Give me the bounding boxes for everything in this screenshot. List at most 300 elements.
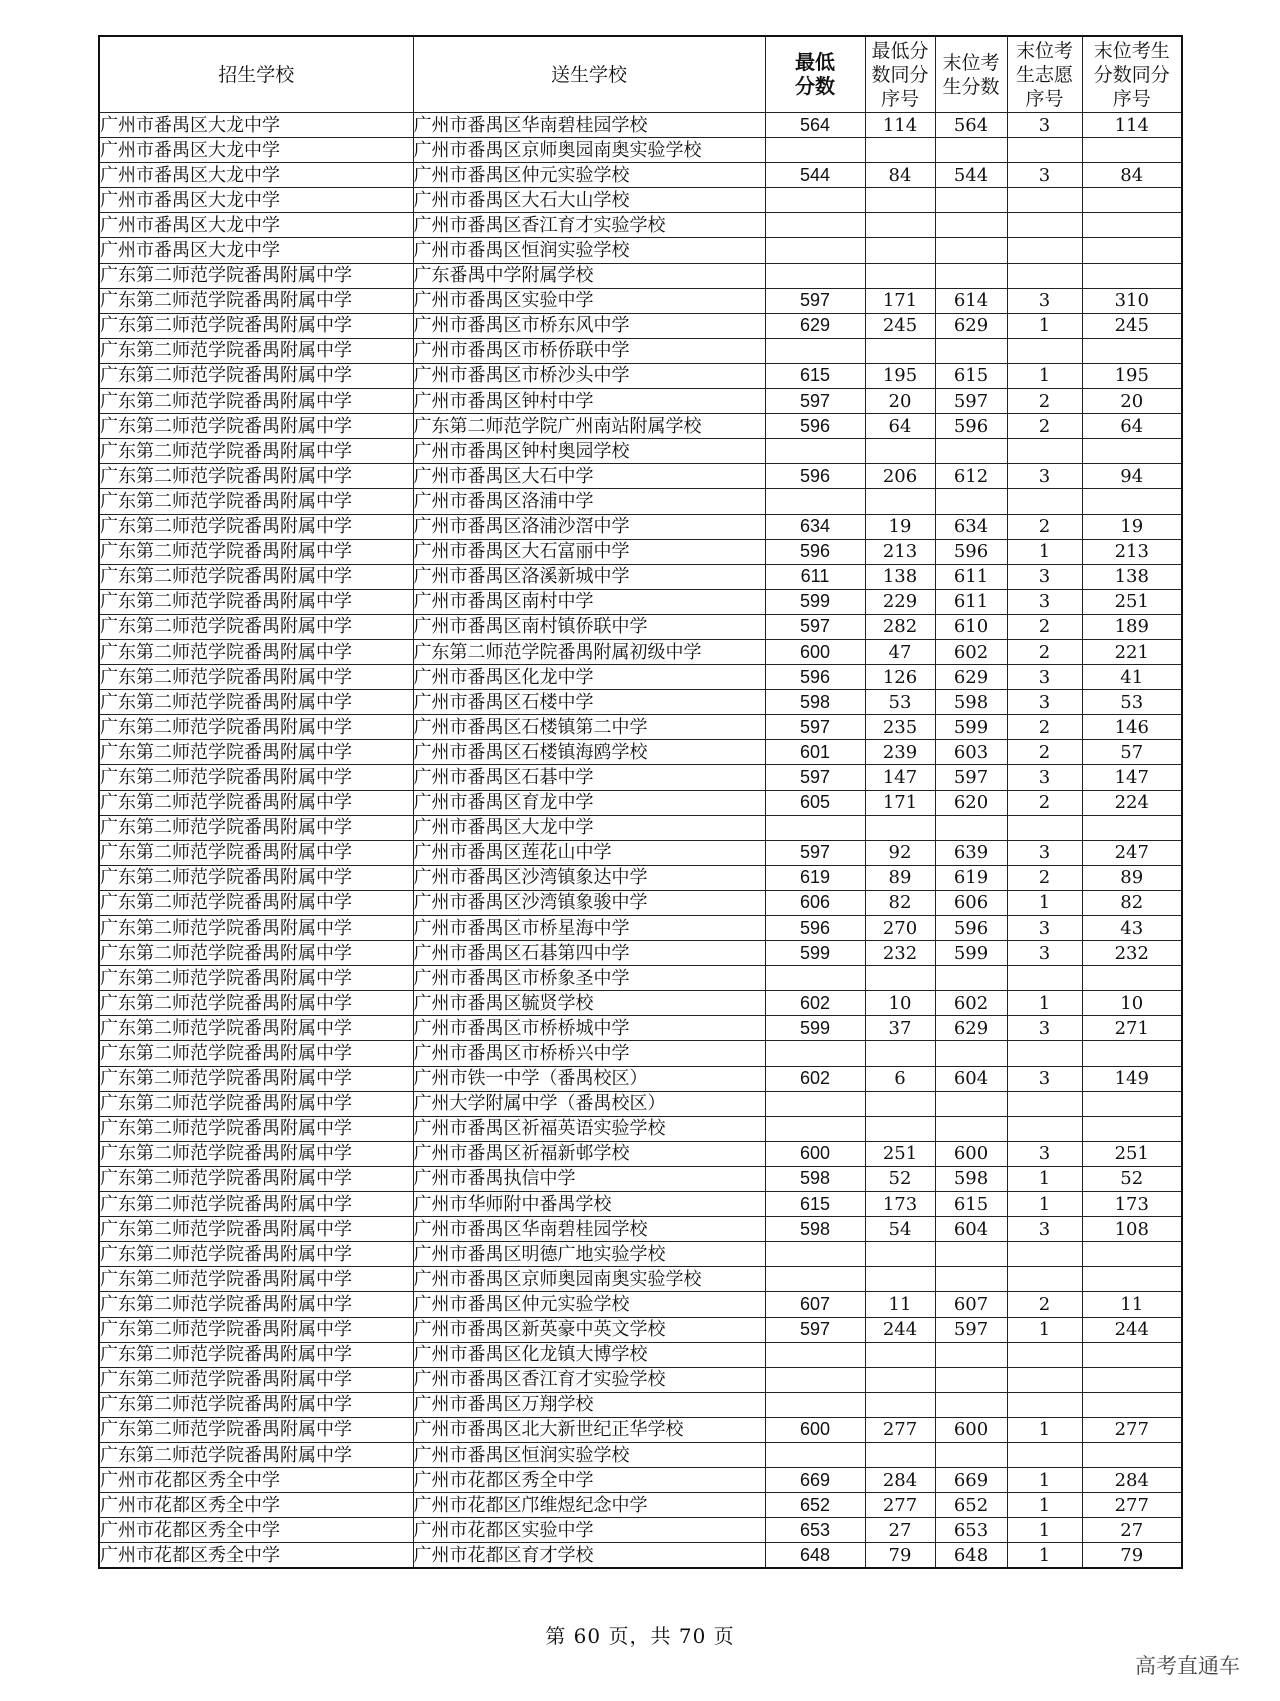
last-score-cell (935, 213, 1007, 238)
last-choice-rank-cell: 2 (1007, 514, 1082, 539)
last-tie-rank-cell: 11 (1082, 1292, 1182, 1317)
min-score-cell: 629 (765, 313, 865, 338)
min-score-cell (765, 188, 865, 213)
last-score-cell (935, 966, 1007, 991)
enroll-school-cell: 广东第二师范学院番禺附属中学 (99, 690, 413, 715)
sending-school-cell: 广州市番禺区沙湾镇象骏中学 (413, 890, 765, 915)
last-choice-rank-cell: 3 (1007, 113, 1082, 138)
last-choice-rank-cell: 3 (1007, 941, 1082, 966)
table-row (99, 815, 1182, 840)
last-choice-rank-cell (1007, 238, 1082, 263)
min-score-cell (765, 338, 865, 363)
header-last-choice-rank: 末位考 生志愿 序号 (1007, 36, 1082, 113)
last-score-cell (935, 1116, 1007, 1141)
enroll-school-cell: 广东第二师范学院番禺附属中学 (99, 715, 413, 740)
enroll-school-cell: 广东第二师范学院番禺附属中学 (99, 288, 413, 313)
min-score-cell: 648 (765, 1543, 865, 1569)
enroll-school-cell: 广州市花都区秀全中学 (99, 1493, 413, 1518)
last-tie-rank-cell: 247 (1082, 840, 1182, 865)
table-row (99, 865, 1182, 890)
enroll-school-cell: 广东第二师范学院番禺附属中学 (99, 740, 413, 765)
table-row (99, 1166, 1182, 1191)
last-tie-rank-cell: 82 (1082, 890, 1182, 915)
last-tie-rank-cell: 52 (1082, 1166, 1182, 1191)
min-score-cell: 605 (765, 790, 865, 815)
last-score-cell: 614 (935, 288, 1007, 313)
min-tie-rank-cell: 195 (865, 363, 935, 388)
last-tie-rank-cell: 19 (1082, 514, 1182, 539)
enroll-school-cell: 广东第二师范学院番禺附属中学 (99, 363, 413, 388)
last-choice-rank-cell (1007, 138, 1082, 163)
last-choice-rank-cell (1007, 1442, 1082, 1467)
last-tie-rank-cell: 27 (1082, 1518, 1182, 1543)
min-score-cell (765, 815, 865, 840)
min-score-cell (765, 439, 865, 464)
sending-school-cell: 广州市番禺区实验中学 (413, 288, 765, 313)
table-body (99, 113, 1182, 1569)
min-tie-rank-cell (865, 213, 935, 238)
sending-school-cell: 广州市番禺区钟村奥园学校 (413, 439, 765, 464)
enroll-school-cell: 广东第二师范学院番禺附属中学 (99, 665, 413, 690)
min-tie-rank-cell (865, 1116, 935, 1141)
min-score-cell (765, 489, 865, 514)
min-score-cell (765, 1392, 865, 1417)
table-row (99, 363, 1182, 388)
last-tie-rank-cell: 271 (1082, 1016, 1182, 1041)
min-score-cell (765, 1242, 865, 1267)
last-choice-rank-cell (1007, 489, 1082, 514)
last-score-cell: 653 (935, 1518, 1007, 1543)
last-tie-rank-cell: 232 (1082, 941, 1182, 966)
last-score-cell (935, 1267, 1007, 1292)
sending-school-cell: 广州市番禺区市桥沙头中学 (413, 363, 765, 388)
min-tie-rank-cell: 89 (865, 865, 935, 890)
enroll-school-cell: 广东第二师范学院番禺附属中学 (99, 1242, 413, 1267)
last-tie-rank-cell: 53 (1082, 690, 1182, 715)
header-sending-school: 送生学校 (413, 36, 765, 113)
last-choice-rank-cell: 2 (1007, 865, 1082, 890)
table-row (99, 1292, 1182, 1317)
last-score-cell: 620 (935, 790, 1007, 815)
enroll-school-cell: 广州市番禺区大龙中学 (99, 213, 413, 238)
min-tie-rank-cell (865, 263, 935, 288)
sending-school-cell: 广州市番禺区市桥象圣中学 (413, 966, 765, 991)
enroll-school-cell: 广东第二师范学院番禺附属中学 (99, 389, 413, 414)
sending-school-cell: 广州市番禺区京师奥园南奥实验学校 (413, 1267, 765, 1292)
last-choice-rank-cell: 1 (1007, 363, 1082, 388)
last-score-cell (935, 1091, 1007, 1116)
last-score-cell: 634 (935, 514, 1007, 539)
enroll-school-cell: 广州市番禺区大龙中学 (99, 238, 413, 263)
min-score-cell: 652 (765, 1493, 865, 1518)
last-tie-rank-cell (1082, 489, 1182, 514)
min-tie-rank-cell: 54 (865, 1217, 935, 1242)
sending-school-cell: 广州市番禺区沙湾镇象达中学 (413, 865, 765, 890)
min-score-cell (765, 263, 865, 288)
last-choice-rank-cell: 1 (1007, 991, 1082, 1016)
min-tie-rank-cell (865, 815, 935, 840)
sending-school-cell: 广东第二师范学院广州南站附属学校 (413, 414, 765, 439)
min-tie-rank-cell: 282 (865, 614, 935, 639)
sending-school-cell: 广东第二师范学院番禺附属初级中学 (413, 639, 765, 664)
min-tie-rank-cell (865, 238, 935, 263)
last-score-cell (935, 815, 1007, 840)
enroll-school-cell: 广东第二师范学院番禺附属中学 (99, 1217, 413, 1242)
table-row (99, 1518, 1182, 1543)
min-score-cell: 601 (765, 740, 865, 765)
table-row (99, 113, 1182, 138)
enroll-school-cell: 广州市花都区秀全中学 (99, 1518, 413, 1543)
min-score-cell: 615 (765, 1192, 865, 1217)
min-tie-rank-cell: 114 (865, 113, 935, 138)
last-tie-rank-cell: 224 (1082, 790, 1182, 815)
min-tie-rank-cell: 229 (865, 589, 935, 614)
last-choice-rank-cell (1007, 1342, 1082, 1367)
last-tie-rank-cell (1082, 213, 1182, 238)
min-tie-rank-cell (865, 1392, 935, 1417)
last-score-cell: 611 (935, 564, 1007, 589)
min-tie-rank-cell: 239 (865, 740, 935, 765)
min-score-cell: 596 (765, 414, 865, 439)
sending-school-cell: 广州市番禺区毓贤学校 (413, 991, 765, 1016)
last-choice-rank-cell: 3 (1007, 916, 1082, 941)
min-tie-rank-cell: 64 (865, 414, 935, 439)
sending-school-cell: 广州市花都区实验中学 (413, 1518, 765, 1543)
table-row (99, 1442, 1182, 1467)
sending-school-cell: 广州市番禺区石楼镇海鸥学校 (413, 740, 765, 765)
table-row (99, 941, 1182, 966)
last-tie-rank-cell: 146 (1082, 715, 1182, 740)
last-choice-rank-cell: 2 (1007, 1292, 1082, 1317)
min-tie-rank-cell (865, 138, 935, 163)
min-score-cell (765, 966, 865, 991)
last-choice-rank-cell: 1 (1007, 890, 1082, 915)
last-choice-rank-cell: 1 (1007, 1317, 1082, 1342)
table-row (99, 589, 1182, 614)
sending-school-cell: 广州市番禺区市桥东风中学 (413, 313, 765, 338)
last-score-cell: 615 (935, 1192, 1007, 1217)
min-tie-rank-cell: 213 (865, 539, 935, 564)
last-score-cell: 619 (935, 865, 1007, 890)
min-tie-rank-cell: 138 (865, 564, 935, 589)
min-tie-rank-cell: 27 (865, 1518, 935, 1543)
table-row (99, 1116, 1182, 1141)
last-score-cell: 602 (935, 991, 1007, 1016)
last-score-cell (935, 1041, 1007, 1066)
min-tie-rank-cell: 171 (865, 790, 935, 815)
min-score-cell: 600 (765, 1417, 865, 1442)
last-score-cell: 544 (935, 163, 1007, 188)
last-tie-rank-cell: 108 (1082, 1217, 1182, 1242)
table-row (99, 916, 1182, 941)
sending-school-cell: 广州市番禺区大石中学 (413, 464, 765, 489)
table-row (99, 890, 1182, 915)
sending-school-cell: 广州市番禺区洛浦中学 (413, 489, 765, 514)
last-tie-rank-cell: 149 (1082, 1066, 1182, 1091)
min-score-cell: 602 (765, 991, 865, 1016)
sending-school-cell: 广州市番禺区市桥桥城中学 (413, 1016, 765, 1041)
min-score-cell (765, 238, 865, 263)
min-tie-rank-cell: 147 (865, 765, 935, 790)
last-choice-rank-cell (1007, 263, 1082, 288)
enroll-school-cell: 广东第二师范学院番禺附属中学 (99, 865, 413, 890)
enroll-school-cell: 广东第二师范学院番禺附属中学 (99, 941, 413, 966)
last-tie-rank-cell (1082, 138, 1182, 163)
last-score-cell: 610 (935, 614, 1007, 639)
table-row (99, 1141, 1182, 1166)
last-choice-rank-cell: 3 (1007, 163, 1082, 188)
last-score-cell (935, 1367, 1007, 1392)
last-tie-rank-cell: 251 (1082, 589, 1182, 614)
sending-school-cell: 广州市番禺区石楼镇第二中学 (413, 715, 765, 740)
enroll-school-cell: 广东第二师范学院番禺附属中学 (99, 1292, 413, 1317)
min-tie-rank-cell: 171 (865, 288, 935, 313)
table-row (99, 1066, 1182, 1091)
last-tie-rank-cell: 43 (1082, 916, 1182, 941)
table-row (99, 1392, 1182, 1417)
enroll-school-cell: 广东第二师范学院番禺附属中学 (99, 1192, 413, 1217)
header-min-score-tie-rank: 最低分 数同分 序号 (865, 36, 935, 113)
table-row (99, 313, 1182, 338)
sending-school-cell: 广州市铁一中学（番禺校区） (413, 1066, 765, 1091)
min-score-cell: 597 (765, 765, 865, 790)
table-row (99, 1267, 1182, 1292)
last-choice-rank-cell: 1 (1007, 1417, 1082, 1442)
table-row (99, 840, 1182, 865)
enroll-school-cell: 广东第二师范学院番禺附属中学 (99, 564, 413, 589)
last-score-cell (935, 439, 1007, 464)
enroll-school-cell: 广东第二师范学院番禺附属中学 (99, 966, 413, 991)
min-score-cell: 597 (765, 840, 865, 865)
last-tie-rank-cell (1082, 338, 1182, 363)
sending-school-cell: 广州市番禺执信中学 (413, 1166, 765, 1191)
last-tie-rank-cell (1082, 1442, 1182, 1467)
min-score-cell: 599 (765, 941, 865, 966)
min-score-cell (765, 1091, 865, 1116)
last-score-cell: 604 (935, 1066, 1007, 1091)
min-score-cell: 599 (765, 589, 865, 614)
table-row (99, 1016, 1182, 1041)
min-score-cell: 669 (765, 1468, 865, 1493)
last-tie-rank-cell (1082, 1242, 1182, 1267)
last-score-cell: 600 (935, 1417, 1007, 1442)
header-enroll-school: 招生学校 (99, 36, 413, 113)
enroll-school-cell: 广州市番禺区大龙中学 (99, 188, 413, 213)
last-score-cell: 599 (935, 715, 1007, 740)
min-score-cell: 564 (765, 113, 865, 138)
last-score-cell: 598 (935, 690, 1007, 715)
sending-school-cell: 广州市番禺区京师奥园南奥实验学校 (413, 138, 765, 163)
sending-school-cell: 广州市番禺区化龙镇大博学校 (413, 1342, 765, 1367)
sending-school-cell: 广州市番禺区仲元实验学校 (413, 1292, 765, 1317)
last-tie-rank-cell (1082, 238, 1182, 263)
last-tie-rank-cell: 284 (1082, 1468, 1182, 1493)
last-tie-rank-cell (1082, 1342, 1182, 1367)
last-choice-rank-cell (1007, 1392, 1082, 1417)
last-score-cell: 629 (935, 1016, 1007, 1041)
enroll-school-cell: 广东第二师范学院番禺附属中学 (99, 991, 413, 1016)
last-choice-rank-cell (1007, 188, 1082, 213)
table-row (99, 514, 1182, 539)
last-choice-rank-cell: 2 (1007, 414, 1082, 439)
sending-school-cell: 广州大学附属中学（番禺校区） (413, 1091, 765, 1116)
last-score-cell: 629 (935, 665, 1007, 690)
table-row (99, 1367, 1182, 1392)
last-tie-rank-cell: 64 (1082, 414, 1182, 439)
min-tie-rank-cell: 245 (865, 313, 935, 338)
table-row (99, 288, 1182, 313)
min-tie-rank-cell: 53 (865, 690, 935, 715)
last-tie-rank-cell (1082, 1392, 1182, 1417)
sending-school-cell: 广州市番禺区香江育才实验学校 (413, 213, 765, 238)
table-row (99, 138, 1182, 163)
enroll-school-cell: 广东第二师范学院番禺附属中学 (99, 1091, 413, 1116)
enroll-school-cell: 广东第二师范学院番禺附属中学 (99, 1267, 413, 1292)
min-tie-rank-cell: 235 (865, 715, 935, 740)
table-row (99, 1317, 1182, 1342)
enroll-school-cell: 广东第二师范学院番禺附属中学 (99, 1066, 413, 1091)
table-row (99, 464, 1182, 489)
last-choice-rank-cell: 3 (1007, 1016, 1082, 1041)
last-choice-rank-cell: 3 (1007, 564, 1082, 589)
last-score-cell: 597 (935, 765, 1007, 790)
table-row (99, 414, 1182, 439)
last-choice-rank-cell (1007, 966, 1082, 991)
enroll-school-cell: 广东第二师范学院番禺附属中学 (99, 313, 413, 338)
table-row (99, 1543, 1182, 1569)
last-score-cell: 597 (935, 389, 1007, 414)
sending-school-cell: 广州市番禺区大石富丽中学 (413, 539, 765, 564)
last-tie-rank-cell: 213 (1082, 539, 1182, 564)
enroll-school-cell: 广州市番禺区大龙中学 (99, 163, 413, 188)
enroll-school-cell: 广东第二师范学院番禺附属中学 (99, 439, 413, 464)
last-tie-rank-cell: 41 (1082, 665, 1182, 690)
last-tie-rank-cell (1082, 815, 1182, 840)
table-row (99, 740, 1182, 765)
table-row (99, 1468, 1182, 1493)
min-score-cell (765, 1267, 865, 1292)
min-score-cell (765, 138, 865, 163)
table-row (99, 1041, 1182, 1066)
last-score-cell: 599 (935, 941, 1007, 966)
min-score-cell: 598 (765, 1217, 865, 1242)
last-tie-rank-cell (1082, 188, 1182, 213)
sending-school-cell: 广州市番禺区新英豪中英文学校 (413, 1317, 765, 1342)
last-choice-rank-cell (1007, 1041, 1082, 1066)
min-tie-rank-cell: 277 (865, 1493, 935, 1518)
sending-school-cell: 广州市番禺区南村镇侨联中学 (413, 614, 765, 639)
header-row (99, 36, 1182, 113)
last-score-cell (935, 238, 1007, 263)
sending-school-cell: 广州市番禺区石碁第四中学 (413, 941, 765, 966)
last-score-cell: 600 (935, 1141, 1007, 1166)
last-tie-rank-cell: 10 (1082, 991, 1182, 1016)
min-score-cell: 544 (765, 163, 865, 188)
enroll-school-cell: 广东第二师范学院番禺附属中学 (99, 765, 413, 790)
last-choice-rank-cell: 1 (1007, 313, 1082, 338)
last-choice-rank-cell: 3 (1007, 589, 1082, 614)
last-choice-rank-cell: 2 (1007, 790, 1082, 815)
table-row (99, 665, 1182, 690)
last-score-cell: 629 (935, 313, 1007, 338)
min-tie-rank-cell: 6 (865, 1066, 935, 1091)
min-tie-rank-cell: 10 (865, 991, 935, 1016)
last-choice-rank-cell (1007, 1267, 1082, 1292)
last-tie-rank-cell (1082, 1367, 1182, 1392)
last-tie-rank-cell (1082, 439, 1182, 464)
min-score-cell: 598 (765, 1166, 865, 1191)
min-score-cell (765, 1342, 865, 1367)
last-choice-rank-cell: 2 (1007, 740, 1082, 765)
min-score-cell (765, 1367, 865, 1392)
last-choice-rank-cell (1007, 1242, 1082, 1267)
last-choice-rank-cell: 1 (1007, 539, 1082, 564)
min-score-cell: 597 (765, 614, 865, 639)
enroll-school-cell: 广东第二师范学院番禺附属中学 (99, 1041, 413, 1066)
last-tie-rank-cell (1082, 1091, 1182, 1116)
min-score-cell: 597 (765, 1317, 865, 1342)
min-score-cell: 597 (765, 715, 865, 740)
table-row (99, 1242, 1182, 1267)
last-score-cell: 607 (935, 1292, 1007, 1317)
last-tie-rank-cell: 79 (1082, 1543, 1182, 1569)
min-tie-rank-cell (865, 966, 935, 991)
sending-school-cell: 广州市番禺区仲元实验学校 (413, 163, 765, 188)
sending-school-cell: 广州市番禺区莲花山中学 (413, 840, 765, 865)
min-tie-rank-cell (865, 1041, 935, 1066)
min-score-cell: 596 (765, 539, 865, 564)
sending-school-cell: 广州市华师附中番禺学校 (413, 1192, 765, 1217)
last-tie-rank-cell: 277 (1082, 1493, 1182, 1518)
enroll-school-cell: 广东第二师范学院番禺附属中学 (99, 1016, 413, 1041)
min-tie-rank-cell (865, 1242, 935, 1267)
last-choice-rank-cell: 2 (1007, 389, 1082, 414)
last-score-cell (935, 263, 1007, 288)
last-tie-rank-cell: 310 (1082, 288, 1182, 313)
last-tie-rank-cell: 244 (1082, 1317, 1182, 1342)
min-score-cell: 606 (765, 890, 865, 915)
table-row (99, 489, 1182, 514)
min-tie-rank-cell: 20 (865, 389, 935, 414)
min-tie-rank-cell: 244 (865, 1317, 935, 1342)
table-row (99, 991, 1182, 1016)
enroll-school-cell: 广东第二师范学院番禺附属中学 (99, 1116, 413, 1141)
sending-school-cell: 广州市花都区邝维煜纪念中学 (413, 1493, 765, 1518)
last-score-cell: 639 (935, 840, 1007, 865)
last-tie-rank-cell: 251 (1082, 1141, 1182, 1166)
enroll-school-cell: 广东第二师范学院番禺附属中学 (99, 639, 413, 664)
enroll-school-cell: 广东第二师范学院番禺附属中学 (99, 790, 413, 815)
last-score-cell (935, 338, 1007, 363)
last-choice-rank-cell (1007, 338, 1082, 363)
min-score-cell: 600 (765, 1141, 865, 1166)
table-row (99, 213, 1182, 238)
min-tie-rank-cell: 79 (865, 1543, 935, 1569)
table-row (99, 966, 1182, 991)
last-score-cell (935, 138, 1007, 163)
enroll-school-cell: 广东第二师范学院番禺附属中学 (99, 1141, 413, 1166)
sending-school-cell: 广州市番禺区市桥星海中学 (413, 916, 765, 941)
last-tie-rank-cell: 89 (1082, 865, 1182, 890)
enroll-school-cell: 广东第二师范学院番禺附属中学 (99, 916, 413, 941)
min-score-cell: 600 (765, 639, 865, 664)
table-row (99, 1342, 1182, 1367)
sending-school-cell: 广州市番禺区祈福英语实验学校 (413, 1116, 765, 1141)
enroll-school-cell: 广东第二师范学院番禺附属中学 (99, 414, 413, 439)
min-score-cell: 596 (765, 464, 865, 489)
last-score-cell: 612 (935, 464, 1007, 489)
last-score-cell: 564 (935, 113, 1007, 138)
